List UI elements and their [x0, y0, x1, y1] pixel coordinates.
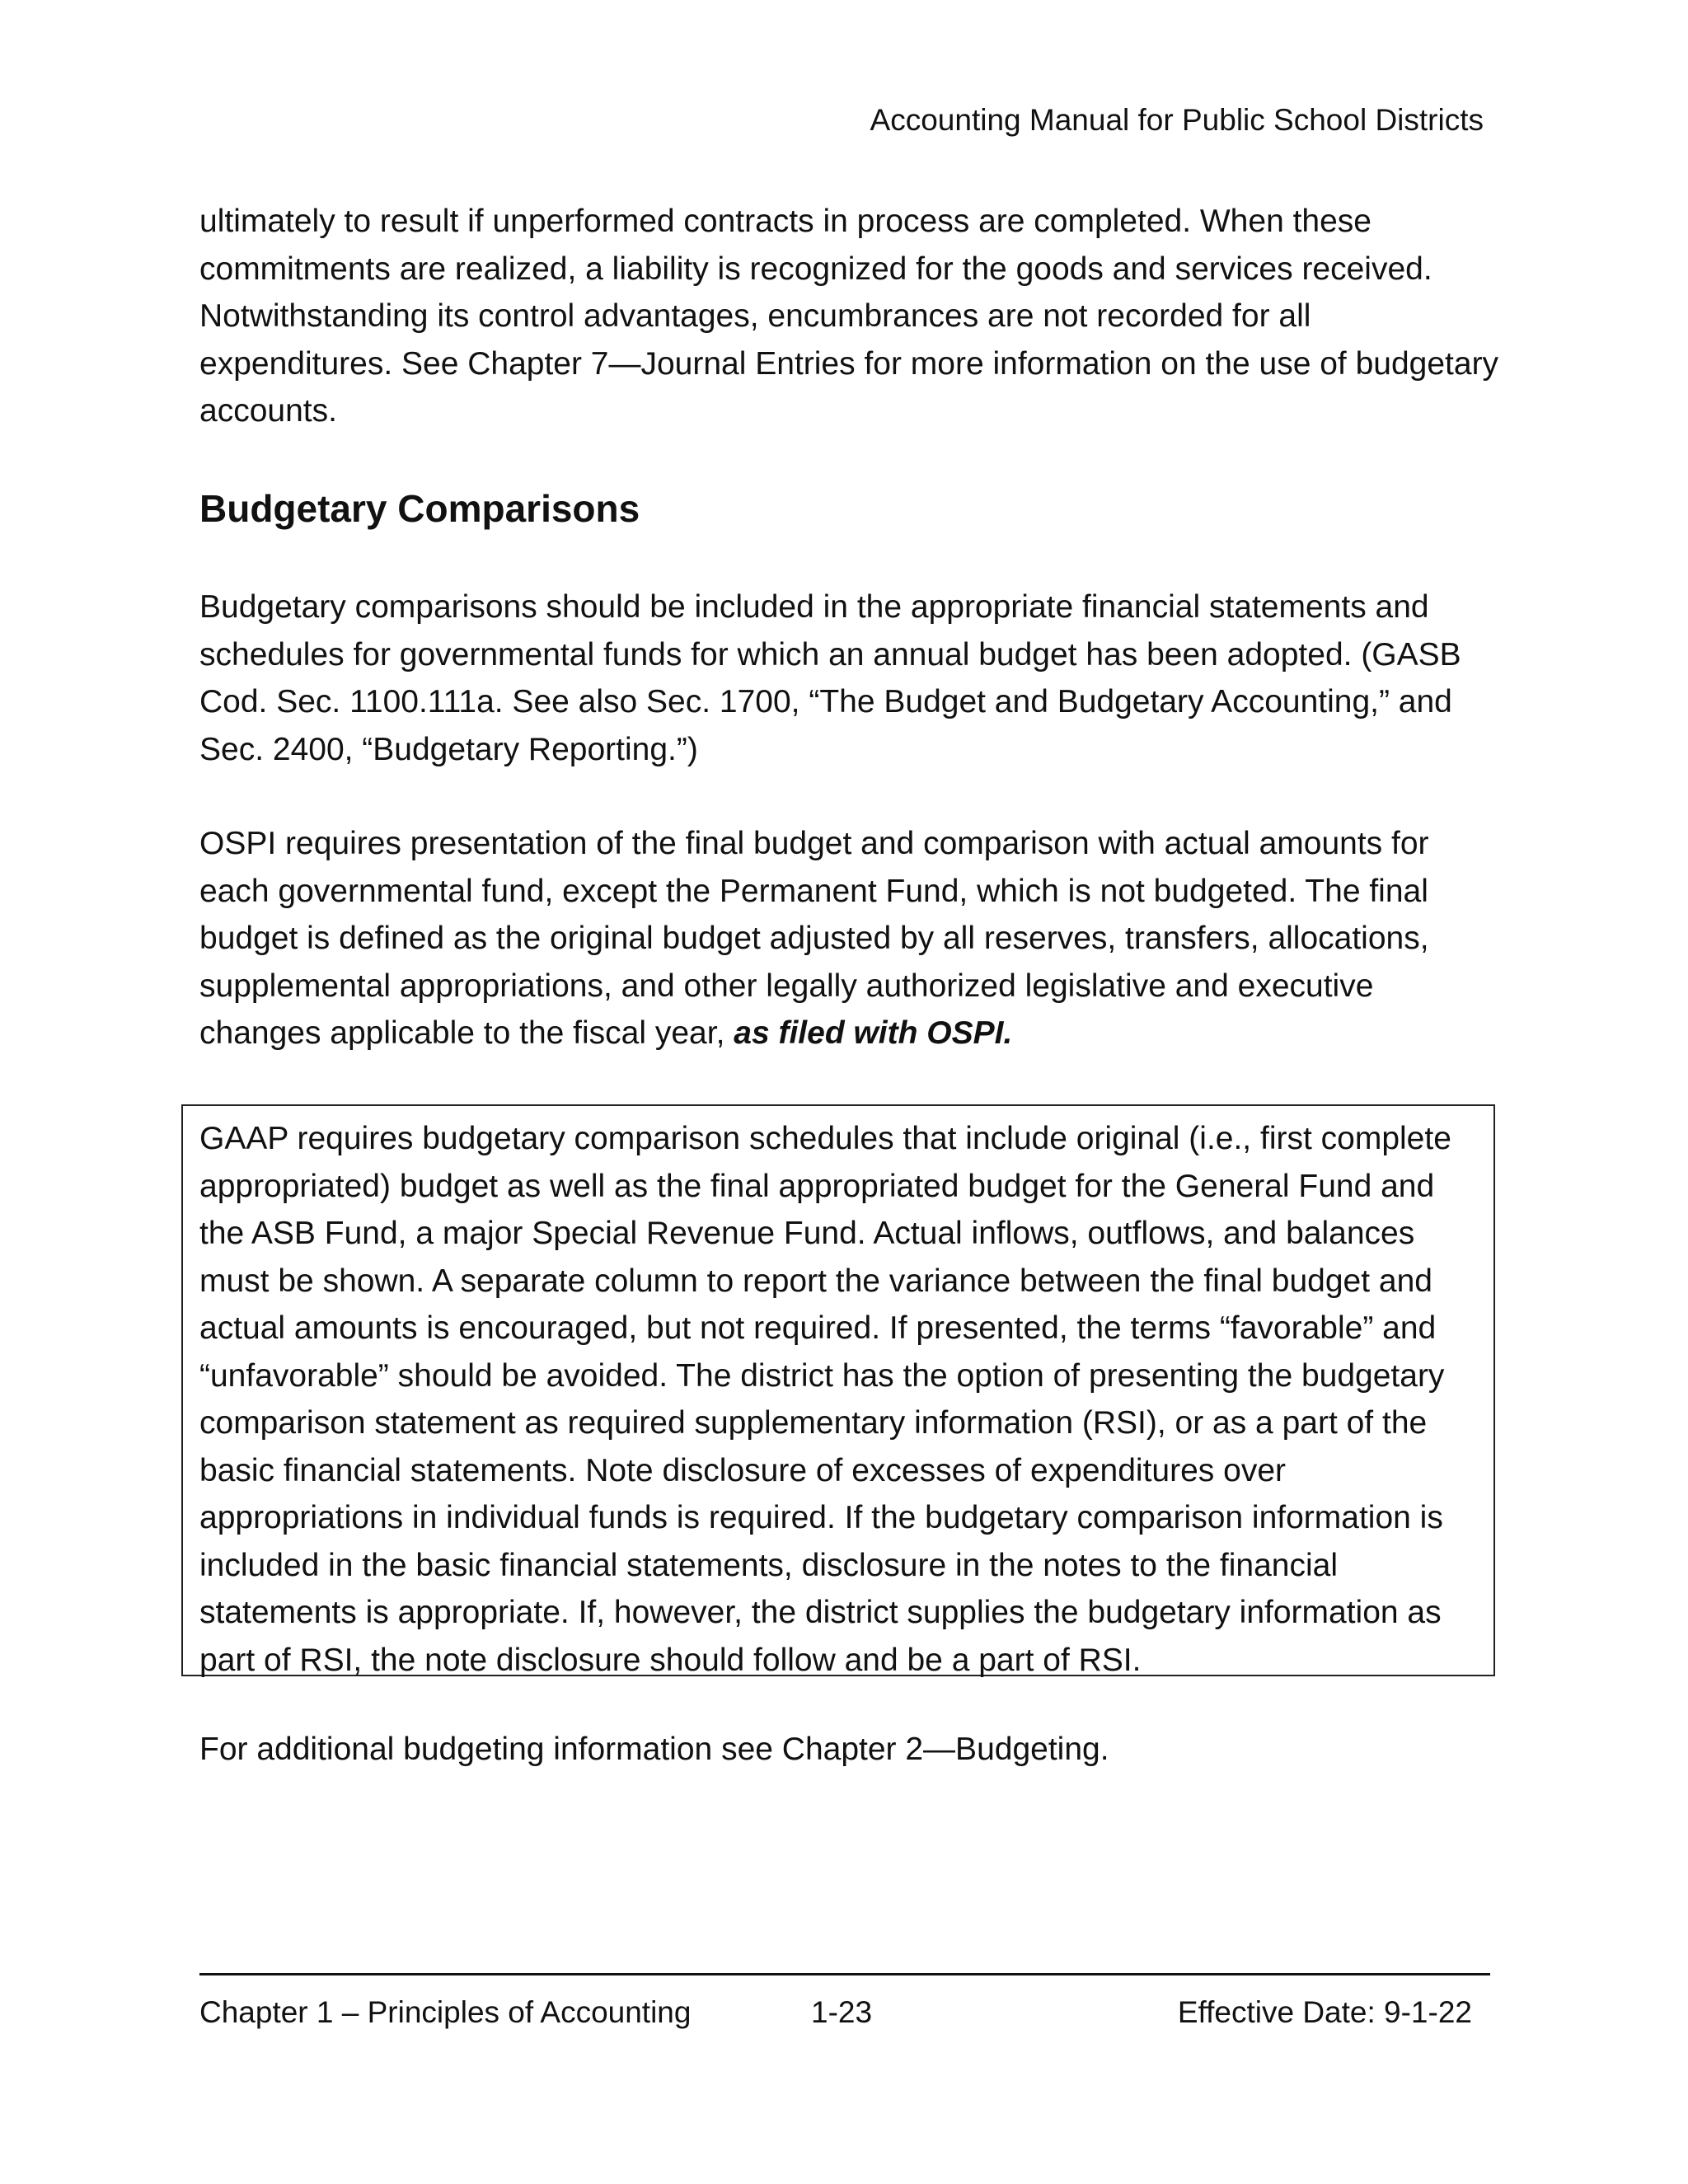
footer-divider [199, 1973, 1490, 1975]
ospi-emphasis: as filed with OSPI. [734, 1015, 1013, 1051]
gasb-paragraph: Budgetary comparisons should be included in the appropriate financial statements and schedules for governmental funds for which an annual budget has been adopted. (GASB Cod. Sec. 1100.111a. See also Sec. 1700, “The Budget and Budgetary Accounting,” and Sec. 2400, “Budgetary Reporting.”) [199, 589, 1461, 767]
footer-page-number: 1-23 [811, 1995, 873, 2029]
footer-chapter-title: Chapter 1 – Principles of Accounting [199, 1995, 692, 2029]
intro-paragraph: ultimately to result if unperformed contracts in process are completed. When these commitments are realized, a liability is recognized for the goods and services received. Notwithstanding its control advantages, encumbrances are not recorded for all expenditures. See Chapter 7—Journal Entries for more information on the use of budgetary accounts. [199, 204, 1499, 429]
footer-effective-date: Effective Date: 9-1-22 [1177, 1995, 1472, 2029]
gaap-requirements-box: GAAP requires budgetary comparison schedules that include original (i.e., first complete appropriated) budget as well as the final appropriated budget for the General Fund and the ASB Fund, a major Special Revenue Fund. Actual inflows, outflows, and balances must be shown. A separate column to report the variance between the final budget and actual amounts is encouraged, but not required. If presented, the terms “favorable” and “unfavorable” should be avoided. The district has the option of presenting the budgetary comparison statement as required supplementary information (RSI), or as a part of the basic financial statements. Note disclosure of excesses of expenditures over appropriations in individual funds is required. If the budgetary comparison information is included in the basic financial statements, disclosure in the notes to the financial statements is appropriate. If, however, the district supplies the budgetary information as part of RSI, the note disclosure should follow and be a part of RSI. [181, 1104, 1495, 1676]
section-heading: Budgetary Comparisons [199, 487, 640, 530]
running-header: Accounting Manual for Public School Districts [870, 103, 1484, 137]
ospi-paragraph [199, 820, 1502, 1057]
ospi-paragraph-text: OSPI requires presentation of the final budget and comparison with actual amounts for each governmental fund, except the Permanent Fund, which is not budgeted. The final budget is defined as the original budget adjusted by all reserves, transfers, allocations, supplemental appropriations, and other legally authorized legislative and executive changes applicable to the fiscal year, [199, 826, 1429, 1051]
additional-info-paragraph: For additional budgeting information see Chapter 2—Budgeting. [199, 1732, 1109, 1767]
